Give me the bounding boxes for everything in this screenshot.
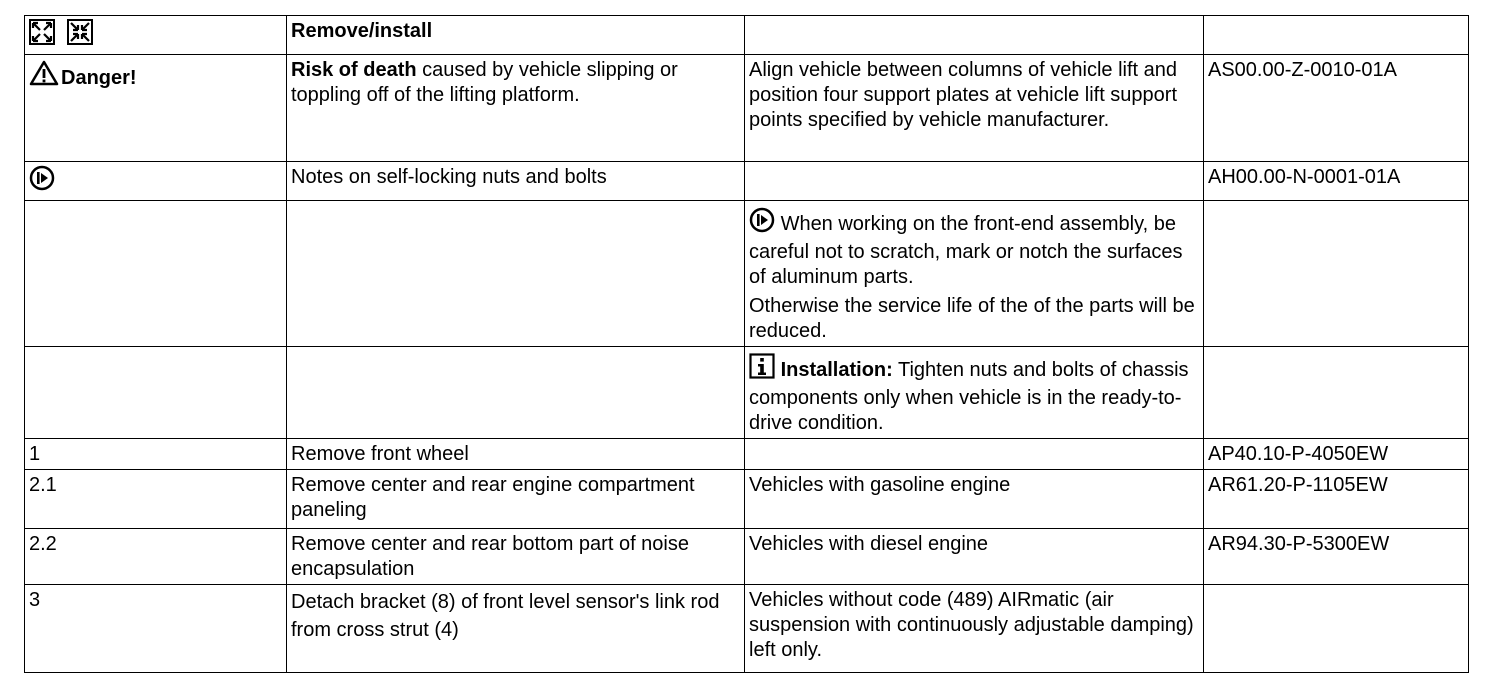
danger-label: Danger! <box>61 67 137 89</box>
condition-text: Vehicles with diesel engine <box>745 529 1204 585</box>
procedure-table <box>24 15 1469 673</box>
note-text-2: Otherwise the service life of the of the parts will be reduced. <box>749 295 1195 342</box>
document-link[interactable]: AR94.30-P-5300EW <box>1204 529 1469 585</box>
note-text: When working on the front-end assembly, be careful not to scratch, mark or notch the surfaces of aluminum parts. <box>749 213 1183 288</box>
step-text: Remove front wheel <box>287 439 745 470</box>
document-link[interactable]: AP40.10-P-4050EW <box>1204 439 1469 470</box>
step-number: 3 <box>25 585 287 673</box>
step-number: 1 <box>25 439 287 470</box>
condition-text: Vehicles without code (489) AIRmatic (air suspension with continuously adjustable damping) left only. <box>745 585 1204 673</box>
empty-cell <box>25 201 287 347</box>
step-text: Notes on self-locking nuts and bolts <box>287 162 745 201</box>
icon-cell <box>25 16 287 55</box>
table-row <box>25 470 1469 529</box>
empty-cell <box>287 347 745 439</box>
table-row <box>25 347 1469 439</box>
table-row <box>25 16 1469 55</box>
step-number: 2.2 <box>25 529 287 585</box>
empty-cell <box>1204 347 1469 439</box>
empty-cell <box>1204 585 1469 673</box>
step-text: Remove center and rear engine compartment paneling <box>287 470 745 529</box>
risk-cell <box>287 55 745 162</box>
step-text: Remove center and rear bottom part of noise encapsulation <box>287 529 745 585</box>
info-icon <box>749 353 775 386</box>
empty-cell <box>745 162 1204 201</box>
expand-icon[interactable] <box>29 19 55 52</box>
section-title: Remove/install <box>287 16 745 55</box>
document-link[interactable]: AR61.20-P-1105EW <box>1204 470 1469 529</box>
empty-cell <box>1204 16 1469 55</box>
info-cell <box>745 347 1204 439</box>
table-row <box>25 585 1469 673</box>
notes-pointer-icon <box>29 165 55 198</box>
document-link[interactable]: AH00.00-N-0001-01A <box>1204 162 1469 201</box>
installation-text: Tighten nuts and bolts of chassis components only when vehicle is in the ready-to-drive condition. <box>749 359 1189 434</box>
empty-cell <box>287 201 745 347</box>
table-row <box>25 55 1469 162</box>
notes-pointer-icon <box>749 207 775 240</box>
step-number: 2.1 <box>25 470 287 529</box>
risk-heading: Risk of death <box>291 59 417 81</box>
icon-cell <box>25 162 287 201</box>
table-row <box>25 529 1469 585</box>
installation-label: Installation: <box>780 359 893 381</box>
instruction-text: Align vehicle between columns of vehicle lift and position four support plates at vehicle lift support points specified by vehicle manufacturer. <box>745 55 1204 162</box>
collapse-icon[interactable] <box>67 19 93 52</box>
risk-text: caused by vehicle slipping or toppling off of the lifting platform. <box>291 59 678 106</box>
condition-text: Vehicles with gasoline engine <box>745 470 1204 529</box>
table-row <box>25 162 1469 201</box>
empty-cell <box>1204 201 1469 347</box>
empty-cell <box>745 439 1204 470</box>
empty-cell <box>745 16 1204 55</box>
table-row <box>25 439 1469 470</box>
empty-cell <box>25 347 287 439</box>
table-row <box>25 201 1469 347</box>
note-cell <box>745 201 1204 347</box>
warning-triangle-icon <box>29 60 59 93</box>
step-text: Detach bracket (8) of front level sensor's link rod from cross strut (4) <box>287 585 745 673</box>
danger-cell <box>25 55 287 162</box>
document-link[interactable]: AS00.00-Z-0010-01A <box>1204 55 1469 162</box>
